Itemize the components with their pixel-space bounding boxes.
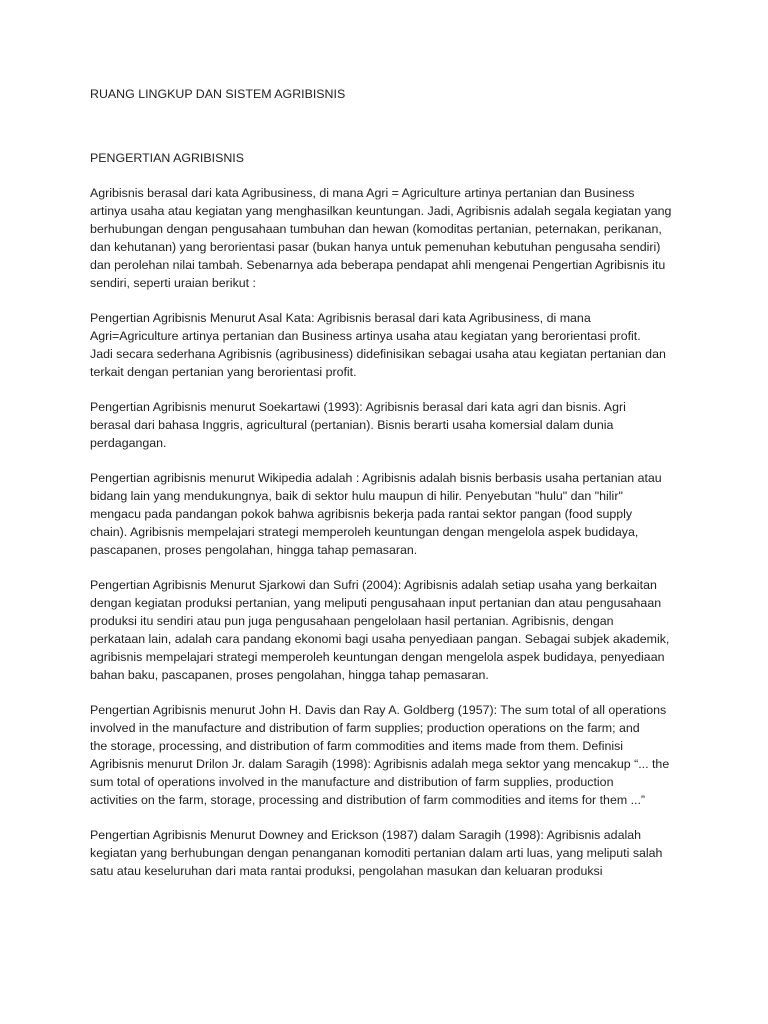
paragraph-asal-kata: Pengertian Agribisnis Menurut Asal Kata: Agribisnis berasal dari kata Agribusiness, di mana Agri=Agriculture artinya pertanian dan Business artinya usaha atau kegiatan yang berorientasi profit. Jadi secara sederhana Agribisnis (agribusiness) didefinisikan sebagai usaha atau kegiatan pertanian dan terkait dengan pertanian yang berorientasi profit. [90,311,666,379]
paragraph-wikipedia: Pengertian agribisnis menurut Wikipedia adalah : Agribisnis adalah bisnis berbasis usaha pertanian atau bidang lain yang mendukungnya, baik di sektor hulu maupun di hilir. Penyebutan "hulu" dan "hilir" mengacu pada pandangan pokok bahwa agribisnis bekerja pada rantai sektor pangan (food supply chain). Agribisnis mempelajari strategi memperoleh keuntungan dengan mengelola aspek budidaya, pascapanen, proses pengolahan, hingga tahap pemasaran. [90,471,662,557]
paragraph-sjarkowi-sufri: Pengertian Agribisnis Menurut Sjarkowi dan Sufri (2004): Agribisnis adalah setiap usaha yang berkaitan dengan kegiatan produksi pertanian, yang meliputi pengusahaan input pertanian dan atau pengusahaan produksi itu sendiri atau pun juga pengusahaan pengelolaan hasil pertanian. Agribisnis, dengan perkataan lain, adalah cara pandang ekonomi bagi usaha penyediaan pangan. Sebagai subjek akademik, agribisnis mempelajari strategi memperoleh keuntungan dengan mengelola aspek budidaya, penyediaan bahan baku, pascapanen, proses pengolahan, hingga tahap pemasaran. [90,578,670,682]
document-title: RUANG LINGKUP DAN SISTEM AGRIBISNIS [90,87,346,101]
document-page [90,85,690,897]
paragraph-soekartawi: Pengertian Agribisnis menurut Soekartawi (1993): Agribisnis berasal dari kata agri dan bisnis. Agri berasal dari bahasa Inggris, agricultural (pertanian). Bisnis berarti usaha komersial dalam dunia perdagangan. [90,400,626,450]
paragraph-definition-intro: Agribisnis berasal dari kata Agribusiness, di mana Agri = Agriculture artinya pertanian dan Business artinya usaha atau kegiatan yang menghasilkan keuntungan. Jadi, Agribisnis adalah segala kegiatan yang berhubungan dengan pengusahaan tumbuhan dan hewan (komoditas pertanian, peternakan, perikanan, dan kehutanan) yang berorientasi pasar (bukan hanya untuk pemenuhan kebutuhan pengusaha sendiri) dan perolehan nilai tambah. Sebenarnya ada beberapa pendapat ahli mengenai Pengertian Agribisnis itu sendiri, seperti uraian berikut : [90,186,672,290]
section-heading: PENGERTIAN AGRIBISNIS [90,151,245,165]
paragraph-davis-goldberg: Pengertian Agribisnis menurut John H. Davis dan Ray A. Goldberg (1957): The sum total of all operations involved in the manufacture and distribution of farm supplies; production operations on the farm; and the storage, processing, and distribution of farm commodities and items made from them. Definisi Agribisnis menurut Drilon Jr. dalam Saragih (1998): Agribisnis adalah mega sektor yang mencakup “... the sum total of operations involved in the manufacture and distribution of farm supplies, production activities on the farm, storage, processing and distribution of farm commodities and items for them ...” [90,703,670,807]
paragraph-downey-erickson: Pengertian Agribisnis Menurut Downey and Erickson (1987) dalam Saragih (1998): Agribisnis adalah kegiatan yang berhubungan dengan penanganan komoditi pertanian dalam arti luas, yang meliputi salah satu atau keseluruhan dari mata rantai produksi, pengolahan masukan dan keluaran produksi [90,828,663,878]
